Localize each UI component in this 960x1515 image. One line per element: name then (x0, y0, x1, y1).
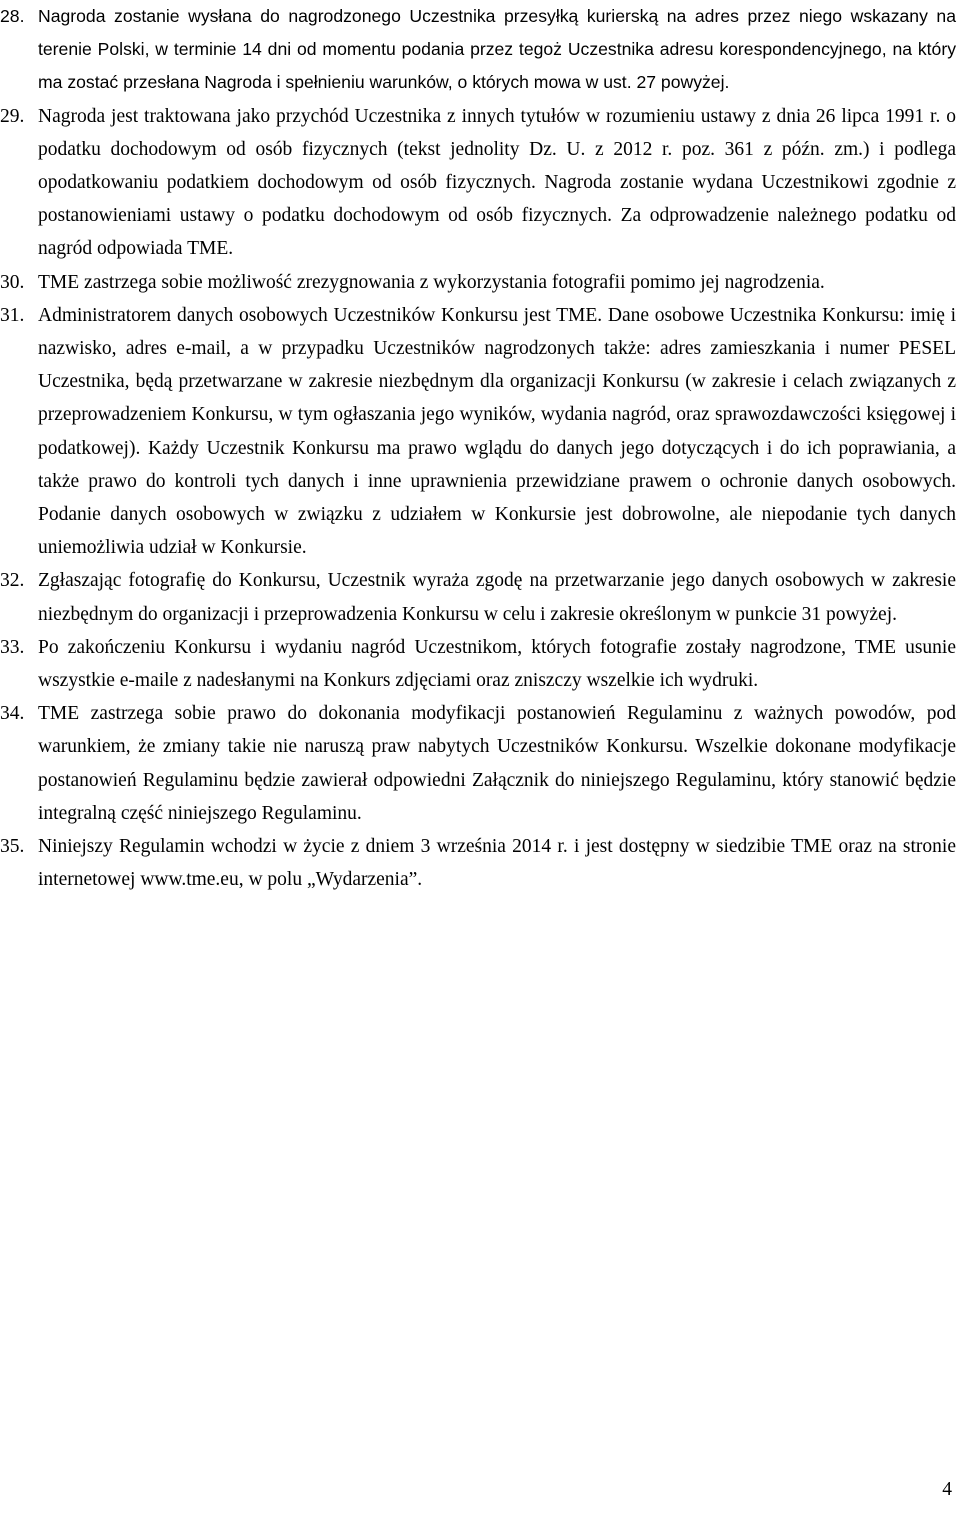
rule-31 (0, 299, 956, 565)
rule-29 (0, 100, 956, 266)
rule-number: 31. (0, 304, 25, 326)
rule-number: 35. (0, 836, 25, 858)
rule-28 (0, 0, 956, 100)
rule-text: Administratorem danych osobowych Uczestników Konkursu jest TME. Dane osobowe Uczestnika Konkursu: imię i nazwisko, adres e-mail, a w przypadku Uczestników nagrodzonych także: adres zamieszkania i numer PESEL Uczestnika, będą przetwarzane w zakresie niezbędnym dla organizacji Konkursu (w zakresie i celach związanych z przeprowadzeniem Konkursu, w tym ogłaszania jego wyników, wydania nagród, oraz sprawozdawczości księgowej i podatkowej). Każdy Uczestnik Konkursu ma prawo wglądu do danych jego dotyczących i do ich poprawiania, a także prawo do kontroli tych danych i inne uprawnienia przewidziane prawem o ochronie danych osobowych. Podanie danych osobowych w związku z udziałem w Konkursie jest dobrowolne, ale niepodanie tych danych uniemożliwia udział w Konkursie. (38, 304, 956, 559)
rule-text: Nagroda jest traktowana jako przychód Uczestnika z innych tytułów w rozumieniu ustawy z dnia 26 lipca 1991 r. o podatku dochodowym od osób fizycznych (tekst jednolity Dz. U. z 2012 r. poz. 361 z późn. zm.) i podlega opodatkowaniu podatkiem dochodowym od osób fizycznych. Nagroda zostanie wydana Uczestnikowi zgodnie z postanowieniami ustawy o podatku dochodowym od osób fizycznych. Za odprowadzenie należnego podatku od nagród odpowiada TME. (38, 105, 956, 260)
rule-text: Zgłaszając fotografię do Konkursu, Uczestnik wyraża zgodę na przetwarzanie jego danych osobowych w zakresie niezbędnym do organizacji i przeprowadzenia Konkursu w celu i zakresie określonym w punkcie 31 powyżej. (38, 570, 956, 625)
rule-text: TME zastrzega sobie prawo do dokonania modyfikacji postanowień Regulaminu z ważnych powodów, pod warunkiem, że zmiany takie nie naruszą praw nabytych Uczestników Konkursu. Wszelkie dokonane modyfikacje postanowień Regulaminu będzie zawierał odpowiedni Załącznik do niniejszego Regulaminu, który stanowić będzie integralną część niniejszego Regulaminu. (38, 703, 956, 824)
rule-number: 34. (0, 703, 25, 725)
rule-text: Nagroda zostanie wysłana do nagrodzonego Uczestnika przesyłką kurierską na adres przez niego wskazany na terenie Polski, w terminie 14 dni od momentu podania przez tegoż Uczestnika adresu korespondencyjnego, na który ma zostać przesłana Nagroda i spełnieniu warunków, o których mowa w ust. 27 powyżej. (38, 6, 956, 93)
rule-35 (0, 830, 956, 896)
rule-number: 30. (0, 271, 25, 293)
rule-number: 28. (0, 6, 25, 26)
rule-32 (0, 564, 956, 630)
rule-number: 32. (0, 570, 25, 592)
rule-33 (0, 631, 956, 697)
rule-number: 29. (0, 105, 25, 127)
rule-34 (0, 697, 956, 830)
page-number: 4 (942, 1479, 952, 1500)
rule-text: TME zastrzega sobie możliwość zrezygnowania z wykorzystania fotografii pomimo jej nagrodzenia. (38, 271, 825, 293)
rule-text: Niniejszy Regulamin wchodzi w życie z dniem 3 września 2014 r. i jest dostępny w siedzibie TME oraz na stronie internetowej www.tme.eu, w polu „Wydarzenia”. (38, 836, 956, 891)
rule-number: 33. (0, 636, 25, 658)
rule-30 (0, 266, 956, 299)
rule-text: Po zakończeniu Konkursu i wydaniu nagród Uczestnikom, których fotografie zostały nagrodzone, TME usunie wszystkie e-maile z nadesłanymi na Konkurs zdjęciami oraz zniszczy wszelkie ich wydruki. (38, 636, 956, 692)
